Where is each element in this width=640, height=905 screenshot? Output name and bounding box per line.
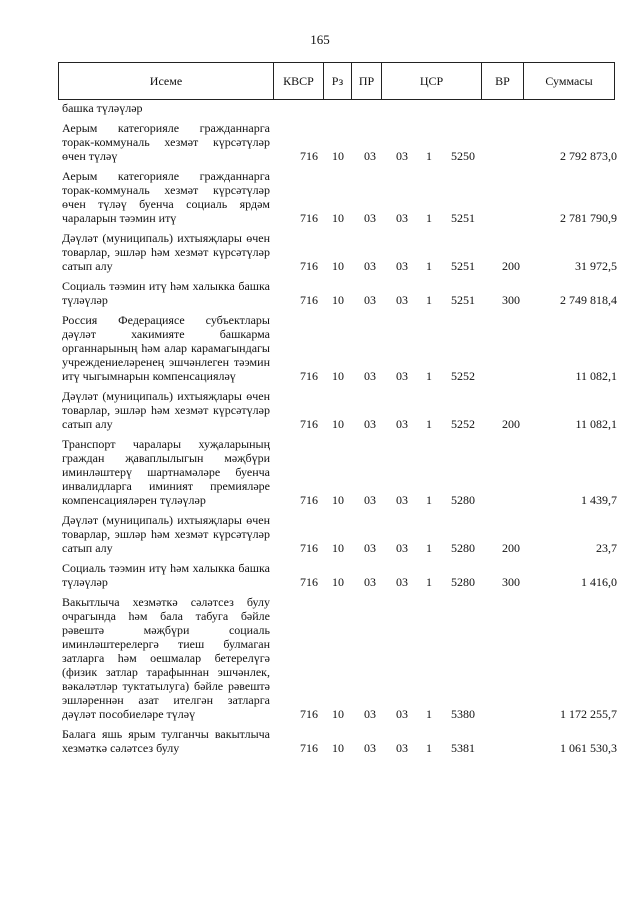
cell-csr2: 1 bbox=[426, 369, 432, 383]
cell-csr2: 1 bbox=[426, 707, 432, 721]
cell-rz: 10 bbox=[332, 369, 344, 383]
cell-vr: 200 bbox=[502, 417, 520, 431]
cell-vr: 300 bbox=[502, 293, 520, 307]
cell-kvsr: 716 bbox=[300, 293, 318, 307]
cell-pr: 03 bbox=[364, 149, 376, 163]
table-row bbox=[62, 389, 617, 431]
header-vr: ВР bbox=[482, 63, 524, 99]
cell-rz: 10 bbox=[332, 575, 344, 589]
cell-pr: 03 bbox=[364, 707, 376, 721]
cell-csr1: 03 bbox=[396, 741, 408, 755]
cell-csr2: 1 bbox=[426, 149, 432, 163]
cell-name: Социаль тәэмин итү һәм халыкка башка түләүләр bbox=[62, 279, 270, 307]
cell-sum: 2 792 873,0 bbox=[560, 149, 617, 163]
cell-kvsr: 716 bbox=[300, 417, 318, 431]
cell-csr3: 5251 bbox=[451, 293, 475, 307]
cell-csr3: 5250 bbox=[451, 149, 475, 163]
cell-kvsr: 716 bbox=[300, 149, 318, 163]
table-header bbox=[58, 62, 615, 100]
header-csr: ЦСР bbox=[382, 63, 482, 99]
cell-rz: 10 bbox=[332, 259, 344, 273]
cell-csr3: 5251 bbox=[451, 259, 475, 273]
cell-csr1: 03 bbox=[396, 259, 408, 273]
cell-rz: 10 bbox=[332, 293, 344, 307]
cell-pr: 03 bbox=[364, 369, 376, 383]
page-number: 165 bbox=[310, 32, 330, 47]
cell-name: Россия Федерациясе субъектлары дәүләт хакимияте башкарма органнарының һәм алар карамагындагы учреждениеләренең эшчәнлеген тәэмин итү чыгымнарын компенсацияләү bbox=[62, 313, 270, 383]
cell-csr3: 5380 bbox=[451, 707, 475, 721]
cell-kvsr: 716 bbox=[300, 707, 318, 721]
table-row bbox=[62, 121, 617, 163]
cell-sum: 31 972,5 bbox=[575, 259, 617, 273]
cell-rz: 10 bbox=[332, 493, 344, 507]
cell-name: Дәүләт (муниципаль) ихтыяҗлары өчен товарлар, эшләр һәм хезмәт күрсәтүләр сатып алу bbox=[62, 513, 270, 555]
cell-name: Дәүләт (муниципаль) ихтыяҗлары өчен товарлар, эшләр һәм хезмәт күрсәтүләр сатып алу bbox=[62, 231, 270, 273]
table-row bbox=[62, 561, 617, 589]
cell-csr1: 03 bbox=[396, 417, 408, 431]
cell-pr: 03 bbox=[364, 541, 376, 555]
cell-pr: 03 bbox=[364, 493, 376, 507]
cell-csr3: 5280 bbox=[451, 575, 475, 589]
cell-pr: 03 bbox=[364, 417, 376, 431]
cell-sum: 23,7 bbox=[596, 541, 617, 555]
cell-name: Транспорт чаралары хуҗаларының граждан җаваплылыгын мәҗбүри иминләштерү шартнамәләре буенча инвалидларга иминият премияләре компенсацияләрен түләүләр bbox=[62, 437, 270, 507]
table-row bbox=[62, 727, 617, 755]
cell-csr3: 5280 bbox=[451, 493, 475, 507]
cell-rz: 10 bbox=[332, 149, 344, 163]
cell-pr: 03 bbox=[364, 575, 376, 589]
cell-csr3: 5251 bbox=[451, 211, 475, 225]
cell-csr2: 1 bbox=[426, 493, 432, 507]
row-gap bbox=[62, 755, 617, 761]
cell-csr1: 03 bbox=[396, 211, 408, 225]
cell-kvsr: 716 bbox=[300, 741, 318, 755]
cell-csr1: 03 bbox=[396, 493, 408, 507]
cell-name: Аерым категорияле гражданнарга торак-коммуналь хезмәт күрсәтүләр өчен түләү bbox=[62, 121, 270, 163]
cell-csr2: 1 bbox=[426, 741, 432, 755]
cell-sum: 1 061 530,3 bbox=[560, 741, 617, 755]
cell-sum: 1 172 255,7 bbox=[560, 707, 617, 721]
cell-vr: 200 bbox=[502, 259, 520, 273]
cell-rz: 10 bbox=[332, 417, 344, 431]
table-row bbox=[62, 595, 617, 721]
cell-csr2: 1 bbox=[426, 211, 432, 225]
cell-kvsr: 716 bbox=[300, 369, 318, 383]
header-kvsr: КВСР bbox=[274, 63, 324, 99]
cell-kvsr: 716 bbox=[300, 259, 318, 273]
cell-csr2: 1 bbox=[426, 259, 432, 273]
cell-rz: 10 bbox=[332, 707, 344, 721]
cell-pr: 03 bbox=[364, 741, 376, 755]
table-row bbox=[62, 313, 617, 383]
cell-sum: 1 416,0 bbox=[581, 575, 617, 589]
cell-csr1: 03 bbox=[396, 293, 408, 307]
cell-sum: 2 781 790,9 bbox=[560, 211, 617, 225]
cell-rz: 10 bbox=[332, 741, 344, 755]
cell-name: Дәүләт (муниципаль) ихтыяҗлары өчен товарлар, эшләр һәм хезмәт күрсәтүләр сатып алу bbox=[62, 389, 270, 431]
cell-csr2: 1 bbox=[426, 575, 432, 589]
cell-kvsr: 716 bbox=[300, 493, 318, 507]
cell-kvsr: 716 bbox=[300, 575, 318, 589]
cell-csr3: 5280 bbox=[451, 541, 475, 555]
cell-vr: 200 bbox=[502, 541, 520, 555]
cell-sum: 11 082,1 bbox=[575, 369, 617, 383]
cell-name: Балага яшь ярым тулганчы вакытлыча хезмәткә сәләтсез булу bbox=[62, 727, 270, 755]
cell-csr2: 1 bbox=[426, 417, 432, 431]
cell-name: Социаль тәэмин итү һәм халыкка башка түләүләр bbox=[62, 561, 270, 589]
cell-pr: 03 bbox=[364, 211, 376, 225]
cell-csr2: 1 bbox=[426, 293, 432, 307]
cell-vr: 300 bbox=[502, 575, 520, 589]
cell-pr: 03 bbox=[364, 259, 376, 273]
header-sum: Суммасы bbox=[545, 73, 593, 88]
cell-csr3: 5252 bbox=[451, 369, 475, 383]
header-name: Исеме bbox=[59, 63, 274, 99]
cell-csr1: 03 bbox=[396, 707, 408, 721]
cell-csr2: 1 bbox=[426, 541, 432, 555]
cell-csr3: 5381 bbox=[451, 741, 475, 755]
cell-csr1: 03 bbox=[396, 149, 408, 163]
cell-name: Аерым категорияле гражданнарга торак-коммуналь хезмәт күрсәтүләр өчен түләү буенча социаль ярдәм чараларын тәэмин итү bbox=[62, 169, 270, 225]
cell-name: башка түләүләр bbox=[62, 101, 143, 115]
cell-csr1: 03 bbox=[396, 541, 408, 555]
table-row bbox=[62, 279, 617, 307]
table-row bbox=[62, 437, 617, 507]
table-body bbox=[62, 101, 617, 761]
table-row bbox=[62, 231, 617, 273]
cell-sum: 11 082,1 bbox=[575, 417, 617, 431]
cell-sum: 2 749 818,4 bbox=[560, 293, 617, 307]
header-rz: Рз bbox=[324, 63, 352, 99]
cell-pr: 03 bbox=[364, 293, 376, 307]
cell-csr3: 5252 bbox=[451, 417, 475, 431]
cell-sum: 1 439,7 bbox=[581, 493, 617, 507]
header-pr: ПР bbox=[352, 63, 382, 99]
cell-csr1: 03 bbox=[396, 369, 408, 383]
cell-rz: 10 bbox=[332, 541, 344, 555]
table-row bbox=[62, 513, 617, 555]
table-row bbox=[62, 169, 617, 225]
cell-name: Вакытлыча хезмәткә сәләтсез булу очрагында һәм бала табуга бәйле рәвештә мәҗбүри социаль иминләштерелергә тиеш булмаган затларга һәм оешмалар бетерелүгә (физик затлар тарафыннан эшчәнлек, вәкаләтләр туктатылуга) бәйле рәвештә эшләреннән азат ителгән затларга дәүләт пособиеләре түләү bbox=[62, 595, 270, 721]
cell-kvsr: 716 bbox=[300, 211, 318, 225]
cell-rz: 10 bbox=[332, 211, 344, 225]
cell-csr1: 03 bbox=[396, 575, 408, 589]
cell-kvsr: 716 bbox=[300, 541, 318, 555]
table-row bbox=[62, 101, 617, 115]
